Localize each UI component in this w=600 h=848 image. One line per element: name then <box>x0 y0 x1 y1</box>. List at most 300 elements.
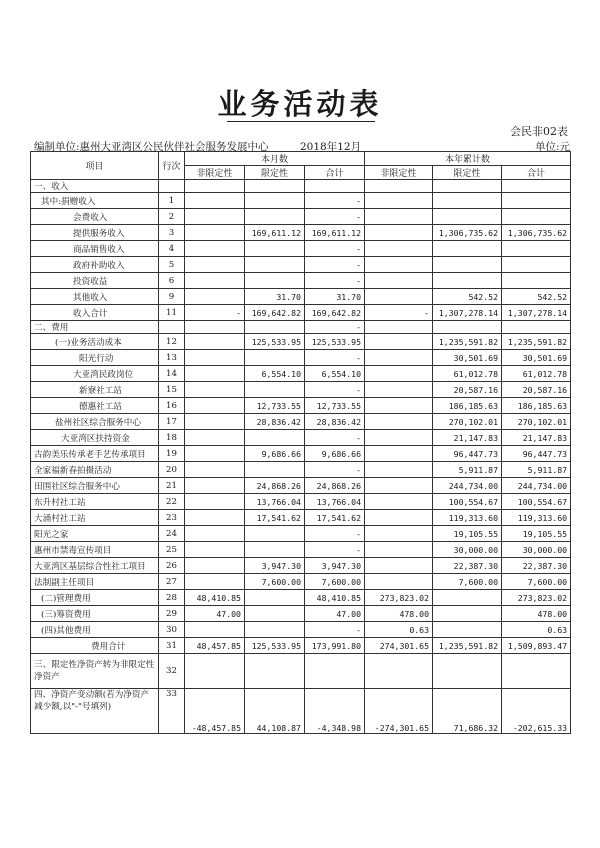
table-row <box>31 462 571 478</box>
cell-ytd-total: 7,600.00 <box>502 574 571 590</box>
row-line-no: 2 <box>159 209 185 225</box>
row-item: 阳光行动 <box>31 350 159 366</box>
row-item: 提供服务收入 <box>31 225 159 241</box>
cell-ytd-unrestricted: - <box>365 305 433 321</box>
cell-month-unrestricted <box>185 289 245 305</box>
cell-month-unrestricted <box>185 478 245 494</box>
table-row <box>31 654 571 689</box>
cell-ytd-restricted: 20,587.16 <box>433 382 502 398</box>
cell-month-restricted: 31.70 <box>245 289 305 305</box>
cell-month-restricted: 9,686.66 <box>245 446 305 462</box>
table-row <box>31 430 571 446</box>
cell-month-total: - <box>305 382 365 398</box>
row-item: 大亚湾区扶持资金 <box>31 430 159 446</box>
cell-ytd-unrestricted <box>365 241 433 257</box>
cell-ytd-unrestricted <box>365 350 433 366</box>
cell-ytd-unrestricted: 273,823.02 <box>365 590 433 606</box>
cell-ytd-unrestricted: 478.00 <box>365 606 433 622</box>
row-item: 四、净资产变动额(若为净资产减少额,以"-"号填列) <box>31 689 159 734</box>
row-item: 全家福新春拍摄活动 <box>31 462 159 478</box>
cell-month-unrestricted: 47.00 <box>185 606 245 622</box>
cell-month-unrestricted: - <box>185 305 245 321</box>
cell-month-restricted <box>245 180 305 193</box>
cell-month-unrestricted <box>185 193 245 209</box>
cell-ytd-restricted: 22,387.30 <box>433 558 502 574</box>
cell-month-restricted <box>245 622 305 638</box>
table-row <box>31 305 571 321</box>
cell-ytd-restricted: 96,447.73 <box>433 446 502 462</box>
row-line-no: 28 <box>159 590 185 606</box>
cell-month-total: 3,947.30 <box>305 558 365 574</box>
cell-month-total: - <box>305 209 365 225</box>
row-item: 二、费用 <box>31 321 159 334</box>
business-activity-table <box>30 151 571 734</box>
header-line-no: 行次 <box>159 152 185 180</box>
cell-month-total: - <box>305 430 365 446</box>
cell-ytd-total: 478.00 <box>502 606 571 622</box>
table-row <box>31 494 571 510</box>
cell-month-restricted: 7,600.00 <box>245 574 305 590</box>
table-row <box>31 257 571 273</box>
table-row <box>31 193 571 209</box>
cell-ytd-total: 1,509,893.47 <box>502 638 571 654</box>
cell-ytd-unrestricted <box>365 398 433 414</box>
header-month-total: 合计 <box>305 166 365 180</box>
cell-month-unrestricted <box>185 526 245 542</box>
table-row <box>31 590 571 606</box>
row-item: 盐州社区综合服务中心 <box>31 414 159 430</box>
table-row <box>31 382 571 398</box>
cell-month-unrestricted <box>185 494 245 510</box>
table-row <box>31 478 571 494</box>
cell-month-restricted <box>245 382 305 398</box>
cell-ytd-restricted: 1,235,591.82 <box>433 334 502 350</box>
row-item: (四)其他费用 <box>31 622 159 638</box>
cell-ytd-restricted: 7,600.00 <box>433 574 502 590</box>
cell-ytd-total: 21,147.83 <box>502 430 571 446</box>
cell-ytd-restricted: 100,554.67 <box>433 494 502 510</box>
row-line-no: 22 <box>159 494 185 510</box>
cell-month-total: 47.00 <box>305 606 365 622</box>
cell-month-restricted <box>245 590 305 606</box>
cell-month-unrestricted <box>185 382 245 398</box>
cell-month-restricted <box>245 193 305 209</box>
row-item: 商品销售收入 <box>31 241 159 257</box>
row-item: 一、收入 <box>31 180 159 193</box>
cell-month-unrestricted <box>185 209 245 225</box>
cell-month-total: - <box>305 622 365 638</box>
row-line-no: 4 <box>159 241 185 257</box>
cell-month-restricted: 28,836.42 <box>245 414 305 430</box>
cell-month-total: - <box>305 526 365 542</box>
cell-month-unrestricted <box>185 510 245 526</box>
table-row <box>31 225 571 241</box>
cell-month-restricted <box>245 542 305 558</box>
row-line-no: 32 <box>159 654 185 689</box>
row-item: (三)筹资费用 <box>31 606 159 622</box>
row-line-no: 26 <box>159 558 185 574</box>
row-line-no: 16 <box>159 398 185 414</box>
cell-ytd-unrestricted <box>365 273 433 289</box>
cell-month-total: 12,733.55 <box>305 398 365 414</box>
cell-month-unrestricted <box>185 430 245 446</box>
cell-ytd-restricted: 61,012.78 <box>433 366 502 382</box>
cell-ytd-total: 30,000.00 <box>502 542 571 558</box>
header-ytd-restricted: 限定性 <box>433 166 502 180</box>
cell-month-total: - <box>305 241 365 257</box>
row-line-no: 11 <box>159 305 185 321</box>
cell-month-restricted <box>245 350 305 366</box>
cell-month-restricted <box>245 257 305 273</box>
row-item: 大涌村社工站 <box>31 510 159 526</box>
cell-month-restricted: 169,611.12 <box>245 225 305 241</box>
row-line-no: 13 <box>159 350 185 366</box>
header-month-restricted: 限定性 <box>245 166 305 180</box>
row-item: 德惠社工站 <box>31 398 159 414</box>
cell-ytd-restricted: 1,235,591.82 <box>433 638 502 654</box>
cell-ytd-restricted: 1,307,278.14 <box>433 305 502 321</box>
header-item: 项目 <box>31 152 159 180</box>
cell-ytd-restricted: 30,501.69 <box>433 350 502 366</box>
row-item: 政府补助收入 <box>31 257 159 273</box>
row-item: (二)管理费用 <box>31 590 159 606</box>
cell-month-total: 9,686.66 <box>305 446 365 462</box>
row-line-no: 14 <box>159 366 185 382</box>
cell-ytd-total <box>502 180 571 193</box>
cell-ytd-total: 5,911.87 <box>502 462 571 478</box>
cell-ytd-restricted <box>433 590 502 606</box>
cell-ytd-total: 19,105.55 <box>502 526 571 542</box>
cell-ytd-total: 22,387.30 <box>502 558 571 574</box>
row-line-no <box>159 321 185 334</box>
table-row <box>31 638 571 654</box>
cell-ytd-total <box>502 193 571 209</box>
cell-month-total: 6,554.10 <box>305 366 365 382</box>
table-row <box>31 446 571 462</box>
cell-month-unrestricted <box>185 622 245 638</box>
table-row <box>31 689 571 734</box>
report-title: 业务活动表 <box>217 87 383 121</box>
cell-month-unrestricted <box>185 257 245 273</box>
cell-ytd-unrestricted <box>365 382 433 398</box>
cell-ytd-restricted: 71,686.32 <box>433 689 502 734</box>
cell-month-total: 173,991.80 <box>305 638 365 654</box>
header-ytd: 本年累计数 <box>365 152 571 166</box>
cell-ytd-restricted <box>433 273 502 289</box>
cell-month-restricted: 125,533.95 <box>245 334 305 350</box>
cell-ytd-unrestricted <box>365 430 433 446</box>
cell-month-total: 48,410.85 <box>305 590 365 606</box>
cell-month-total: 125,533.95 <box>305 334 365 350</box>
row-item: 东升村社工站 <box>31 494 159 510</box>
row-line-no: 9 <box>159 289 185 305</box>
cell-ytd-restricted <box>433 257 502 273</box>
cell-ytd-unrestricted: -274,301.65 <box>365 689 433 734</box>
cell-ytd-total <box>502 241 571 257</box>
cell-ytd-restricted: 542.52 <box>433 289 502 305</box>
row-line-no: 21 <box>159 478 185 494</box>
cell-month-total: - <box>305 193 365 209</box>
table-row <box>31 241 571 257</box>
cell-ytd-restricted <box>433 193 502 209</box>
row-item: (一)业务活动成本 <box>31 334 159 350</box>
cell-ytd-unrestricted <box>365 193 433 209</box>
cell-month-restricted: 6,554.10 <box>245 366 305 382</box>
row-line-no: 6 <box>159 273 185 289</box>
table-row <box>31 526 571 542</box>
cell-month-total: - <box>305 321 365 334</box>
cell-ytd-unrestricted <box>365 654 433 689</box>
table-row <box>31 606 571 622</box>
cell-month-total: 31.70 <box>305 289 365 305</box>
cell-month-restricted: 17,541.62 <box>245 510 305 526</box>
cell-month-unrestricted: 48,410.85 <box>185 590 245 606</box>
form-code: 会民非02表 <box>510 125 568 138</box>
cell-ytd-total: 186,185.63 <box>502 398 571 414</box>
cell-month-total: - <box>305 462 365 478</box>
header-ytd-unrestricted: 非限定性 <box>365 166 433 180</box>
row-item: 三、限定性净资产转为非限定性净资产 <box>31 654 159 689</box>
row-line-no: 5 <box>159 257 185 273</box>
row-item: 新寮社工站 <box>31 382 159 398</box>
cell-month-unrestricted <box>185 273 245 289</box>
cell-ytd-restricted: 21,147.83 <box>433 430 502 446</box>
cell-month-total: -4,348.98 <box>305 689 365 734</box>
cell-ytd-unrestricted <box>365 414 433 430</box>
cell-month-restricted: 3,947.30 <box>245 558 305 574</box>
cell-ytd-total: 0.63 <box>502 622 571 638</box>
cell-month-total: 28,836.42 <box>305 414 365 430</box>
cell-ytd-restricted: 5,911.87 <box>433 462 502 478</box>
cell-month-restricted <box>245 526 305 542</box>
currency-unit: 单位:元 <box>534 141 570 153</box>
cell-ytd-unrestricted <box>365 180 433 193</box>
cell-ytd-total: 1,235,591.82 <box>502 334 571 350</box>
cell-month-unrestricted: -48,457.85 <box>185 689 245 734</box>
cell-month-total: 169,642.82 <box>305 305 365 321</box>
cell-ytd-total: 1,306,735.62 <box>502 225 571 241</box>
row-item: 其中:捐赠收入 <box>31 193 159 209</box>
row-line-no: 27 <box>159 574 185 590</box>
row-line-no: 23 <box>159 510 185 526</box>
cell-ytd-unrestricted <box>365 510 433 526</box>
cell-month-total: - <box>305 350 365 366</box>
table-row <box>31 622 571 638</box>
row-line-no: 19 <box>159 446 185 462</box>
header-ytd-total: 合计 <box>502 166 571 180</box>
table-row <box>31 350 571 366</box>
row-item: 收入合计 <box>31 305 159 321</box>
cell-month-total: 169,611.12 <box>305 225 365 241</box>
row-item: 会费收入 <box>31 209 159 225</box>
cell-month-total: 17,541.62 <box>305 510 365 526</box>
cell-ytd-restricted: 244,734.00 <box>433 478 502 494</box>
row-item: 法制副主任项目 <box>31 574 159 590</box>
row-item: 阳光之家 <box>31 526 159 542</box>
cell-month-unrestricted <box>185 366 245 382</box>
table-row <box>31 542 571 558</box>
row-line-no: 31 <box>159 638 185 654</box>
cell-ytd-restricted <box>433 622 502 638</box>
cell-ytd-unrestricted <box>365 558 433 574</box>
row-line-no: 29 <box>159 606 185 622</box>
cell-month-total: - <box>305 542 365 558</box>
cell-month-unrestricted <box>185 241 245 257</box>
cell-month-restricted: 125,533.95 <box>245 638 305 654</box>
cell-month-total: 24,868.26 <box>305 478 365 494</box>
cell-month-unrestricted <box>185 225 245 241</box>
table-row <box>31 209 571 225</box>
cell-ytd-total: -202,615.33 <box>502 689 571 734</box>
cell-ytd-unrestricted <box>365 526 433 542</box>
cell-month-total: - <box>305 257 365 273</box>
cell-ytd-restricted: 30,000.00 <box>433 542 502 558</box>
cell-ytd-unrestricted: 274,301.65 <box>365 638 433 654</box>
cell-month-unrestricted <box>185 462 245 478</box>
row-line-no: 30 <box>159 622 185 638</box>
cell-ytd-restricted <box>433 241 502 257</box>
row-item: 惠州市禁毒宣传项目 <box>31 542 159 558</box>
cell-ytd-unrestricted <box>365 366 433 382</box>
cell-ytd-restricted <box>433 180 502 193</box>
cell-month-unrestricted <box>185 414 245 430</box>
table-row <box>31 398 571 414</box>
cell-ytd-unrestricted <box>365 225 433 241</box>
cell-ytd-total: 100,554.67 <box>502 494 571 510</box>
cell-month-total: - <box>305 273 365 289</box>
row-line-no: 33 <box>159 689 185 734</box>
cell-ytd-restricted: 1,306,735.62 <box>433 225 502 241</box>
table-row <box>31 180 571 193</box>
table-row <box>31 414 571 430</box>
cell-ytd-total: 244,734.00 <box>502 478 571 494</box>
cell-month-restricted <box>245 654 305 689</box>
cell-ytd-restricted: 186,185.63 <box>433 398 502 414</box>
row-item: 大亚湾区基层综合性社工项目 <box>31 558 159 574</box>
row-line-no: 17 <box>159 414 185 430</box>
cell-month-unrestricted <box>185 180 245 193</box>
cell-month-restricted: 12,733.55 <box>245 398 305 414</box>
cell-month-unrestricted <box>185 446 245 462</box>
table-row <box>31 574 571 590</box>
cell-ytd-unrestricted <box>365 334 433 350</box>
cell-ytd-total: 1,307,278.14 <box>502 305 571 321</box>
title-underline <box>227 121 375 122</box>
cell-month-restricted <box>245 273 305 289</box>
row-line-no: 3 <box>159 225 185 241</box>
row-item: 费用合计 <box>31 638 159 654</box>
cell-month-total: 13,766.04 <box>305 494 365 510</box>
cell-ytd-total: 20,587.16 <box>502 382 571 398</box>
cell-month-unrestricted <box>185 558 245 574</box>
cell-month-restricted: 169,642.82 <box>245 305 305 321</box>
cell-month-total <box>305 654 365 689</box>
table-row <box>31 558 571 574</box>
header-month-unrestricted: 非限定性 <box>185 166 245 180</box>
cell-ytd-total: 96,447.73 <box>502 446 571 462</box>
cell-ytd-restricted <box>433 209 502 225</box>
cell-ytd-unrestricted <box>365 289 433 305</box>
cell-ytd-total: 270,102.01 <box>502 414 571 430</box>
cell-month-unrestricted <box>185 542 245 558</box>
cell-ytd-total <box>502 654 571 689</box>
cell-ytd-unrestricted <box>365 542 433 558</box>
row-line-no: 24 <box>159 526 185 542</box>
cell-ytd-unrestricted <box>365 494 433 510</box>
cell-ytd-restricted: 270,102.01 <box>433 414 502 430</box>
cell-month-total <box>305 180 365 193</box>
cell-month-restricted <box>245 241 305 257</box>
row-item: 田围社区综合服务中心 <box>31 478 159 494</box>
cell-ytd-total: 30,501.69 <box>502 350 571 366</box>
row-item: 投资收益 <box>31 273 159 289</box>
cell-month-total: 7,600.00 <box>305 574 365 590</box>
cell-ytd-unrestricted <box>365 446 433 462</box>
row-item: 古韵美乐传承老手艺传承项目 <box>31 446 159 462</box>
cell-ytd-total <box>502 209 571 225</box>
cell-ytd-total <box>502 273 571 289</box>
table-row <box>31 366 571 382</box>
table-row <box>31 321 571 334</box>
cell-ytd-unrestricted: 0.63 <box>365 622 433 638</box>
cell-ytd-total <box>502 257 571 273</box>
row-line-no: 18 <box>159 430 185 446</box>
cell-ytd-restricted <box>433 606 502 622</box>
cell-ytd-unrestricted <box>365 321 433 334</box>
cell-month-restricted <box>245 606 305 622</box>
header-this-month: 本月数 <box>185 152 365 166</box>
table-row <box>31 334 571 350</box>
cell-ytd-total: 61,012.78 <box>502 366 571 382</box>
cell-month-restricted <box>245 462 305 478</box>
table-row <box>31 510 571 526</box>
table-row <box>31 289 571 305</box>
cell-ytd-total: 542.52 <box>502 289 571 305</box>
cell-month-unrestricted <box>185 574 245 590</box>
cell-ytd-unrestricted <box>365 209 433 225</box>
cell-month-unrestricted <box>185 654 245 689</box>
cell-ytd-total <box>502 321 571 334</box>
row-line-no: 25 <box>159 542 185 558</box>
cell-ytd-unrestricted <box>365 257 433 273</box>
cell-ytd-unrestricted <box>365 462 433 478</box>
row-line-no <box>159 180 185 193</box>
cell-month-restricted: 13,766.04 <box>245 494 305 510</box>
table-row <box>31 273 571 289</box>
cell-ytd-total: 273,823.02 <box>502 590 571 606</box>
cell-month-unrestricted <box>185 334 245 350</box>
row-item: 大亚湾民政岗位 <box>31 366 159 382</box>
row-line-no: 1 <box>159 193 185 209</box>
cell-ytd-restricted <box>433 654 502 689</box>
row-line-no: 12 <box>159 334 185 350</box>
cell-month-unrestricted: 48,457.85 <box>185 638 245 654</box>
cell-month-unrestricted <box>185 350 245 366</box>
cell-ytd-restricted: 19,105.55 <box>433 526 502 542</box>
cell-month-unrestricted <box>185 321 245 334</box>
report-period: 2018年12月 <box>300 141 362 153</box>
row-item: 其他收入 <box>31 289 159 305</box>
cell-ytd-total: 119,313.60 <box>502 510 571 526</box>
cell-month-restricted: 44,108.87 <box>245 689 305 734</box>
cell-ytd-unrestricted <box>365 574 433 590</box>
row-line-no: 20 <box>159 462 185 478</box>
cell-ytd-restricted: 119,313.60 <box>433 510 502 526</box>
organization-label: 编制单位:惠州大亚湾区公民伙伴社会服务发展中心 <box>34 141 269 153</box>
cell-month-restricted: 24,868.26 <box>245 478 305 494</box>
cell-month-restricted <box>245 430 305 446</box>
cell-ytd-unrestricted <box>365 478 433 494</box>
